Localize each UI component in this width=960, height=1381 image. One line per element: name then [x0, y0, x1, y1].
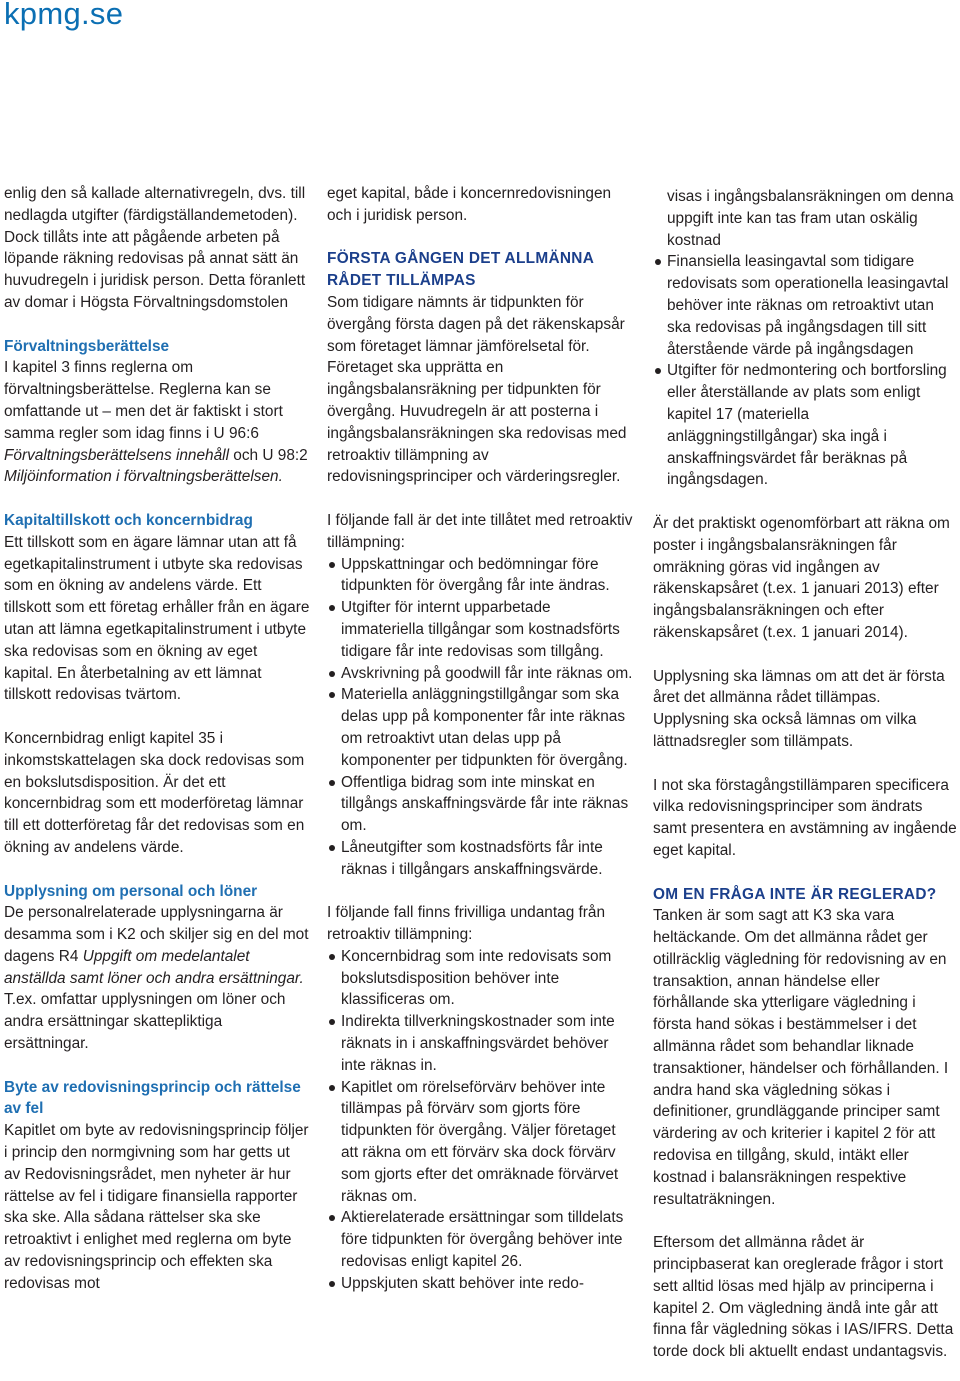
paragraph: I följande fall finns frivilliga undantag från retroaktiv tillämpning:	[327, 904, 606, 944]
section-heading: OM EN FRÅGA INTE ÄR REGLERAD?	[653, 885, 937, 903]
list-item: Låneutgifter som kostnadsförts får inte räknas i tillgångars anskaffningsvärde.	[327, 837, 637, 881]
list-item: Utgifter för nedmontering och bortforsling eller återställande av plats som enligt kapitel 17 (materiella anläggningstillgångar) ska ingå i anskaffningsvärdet får beräknas på ingångsdagen.	[653, 360, 958, 491]
section-heading: Upplysning om personal och löner	[4, 882, 258, 900]
paragraph: Kapitlet om byte av redovisningsprincip följer i princip den normgivning som har getts ut av Redovisningsrådet, men nyheter är hur rättelse av fel i tidigare finansiella rapporter ska ske. Alla sådana rättelser ska ske retroaktivt i enlighet med reglerna om byte av redovisningsprincip och effekten ska redovisas mot	[4, 1122, 309, 1292]
list-item: Uppskjuten skatt behöver inte redo-	[327, 1273, 637, 1295]
paragraph: I följande fall är det inte tillåtet med retroaktiv tillämpning:	[327, 511, 633, 551]
list-item: Materiella anläggningstillgångar som ska delas upp på komponenter får inte räknas om retroaktivt utan delas upp på komponenter per tidpunkten för övergång.	[327, 684, 637, 771]
paragraph: Som tidigare nämnts är tidpunkten för övergång första dagen på det räkenskapsår som företaget lämnar jämförelsetal för. Företaget ska upprätta en ingångsbalansräkning per tidpunkten för övergång. Huvudregeln är att posterna i ingångsbalansräkningen ska redovisas med retroaktiv tillämpning av redovisningsprinciper och värderingsregler.	[327, 293, 627, 486]
paragraph: Tanken är som sagt att K3 ska vara heltäckande. Om det allmänna rådet ger otillräcklig vägledning för redovisning av en transaktion, annan händelse eller förhållande ska ytterligare vägledning i första hand sökas i bestämmelser i det allmänna rådet som behandlar liknade transaktioner, händelser och förhållanden. I andra hand ska vägledning sökas i definitioner, grundläggande principer samt värdering av och kriterier i kapitel 2 för att redovisa en tillgång, skuld, intäkt eller kostnad i balansräkningen respektive resultaträkningen.	[653, 907, 949, 1208]
section-heading: Byte av redovisningsprincip och rättelse av fel	[4, 1078, 301, 1118]
list-item: Uppskattningar och bedömningar före tidpunkten för övergång får inte ändras.	[327, 554, 637, 598]
list-item: Avskrivning på goodwill får inte räknas om.	[327, 663, 637, 685]
section-heading: Kapitaltillskott och koncernbidrag	[4, 511, 253, 529]
column-1	[4, 183, 310, 1295]
bullet-list	[327, 554, 637, 881]
column-3	[653, 186, 958, 1363]
list-item: Offentliga bidrag som inte minskat en tillgångs anskaffningsvärde får inte räknas om.	[327, 772, 637, 837]
list-item: Koncernbidrag som inte redovisats som bokslutsdisposition behöver inte klassificeras om.	[327, 946, 637, 1011]
paragraph: Upplysning ska lämnas om att det är första året det allmänna rådet tillämpas. Upplysning ska också lämnas om vilka lättnadsregler som tillämpats.	[653, 667, 945, 750]
section-heading: Förvaltningsberättelse	[4, 337, 170, 355]
bullet-list	[653, 251, 958, 491]
list-item: Indirekta tillverkningskostnader som inte räknats in i anskaffningsvärdet behöver inte räknas in.	[327, 1011, 637, 1076]
paragraph: eget kapital, både i koncernredovisningen och i juridisk person.	[327, 185, 612, 224]
section-heading: FÖRSTA GÅNGEN DET ALLMÄNNA RÅDET TILLÄMPAS	[327, 250, 594, 290]
list-item: Kapitlet om rörelseförvärv behöver inte tillämpas på förvärv som gjorts före tidpunkten för övergång. Väljer företaget att räkna om ett förvärv ska dock förvärv som gjorts efter det omräknade förvärvet räknas om.	[327, 1077, 637, 1208]
list-item: Finansiella leasingavtal som tidigare redovisats som operationella leasingavtal behöver inte räknas om retroaktivt utan ska redovisas på ingångsdagen till sitt återstående värde på ingångsdagen	[653, 251, 958, 360]
paragraph: I not ska förstagångstillämparen specificera vilka redovisningsprinciper som ändrats samt presentera en avstämning av ingående eget kapital.	[653, 776, 957, 859]
list-item: Utgifter för internt upparbetade immateriella tillgångar som kostnadsförts tidigare får inte redovisas som tillgång.	[327, 597, 637, 662]
paragraph: Eftersom det allmänna rådet är principbaserat kan oreglerade frågor i stort sett alltid lösas med hjälp av principerna i kapitel 2. Om vägledning ändå inte går att finna får vägledning sökas i IAS/IFRS. Detta torde dock bli aktuellt endast undantagsvis.	[653, 1234, 954, 1361]
paragraph: Koncernbidrag enligt kapitel 35 i inkomstskattelagen ska dock redovisas som en bokslutsdisposition. Är det ett koncernbidrag som ett moderföretag lämnar till ett dotterföretag får det redovisas som en ökning av andelens värde.	[4, 729, 305, 856]
paragraph: I kapitel 3 finns reglerna om förvaltningsberättelse. Reglerna kan se omfattande ut – men det är faktiskt i stort samma regler som idag finns i U 96:6 Förvaltningsberättelsens innehåll och U 98:2 Miljöinformation i förvaltningsberättelsen.	[4, 359, 308, 486]
paragraph: enlig den så kallade alternativregeln, dvs. till nedlagda utgifter (färdigställandemetoden). Dock tillåts inte att pågående arbeten på löpande räkning redovisas på annat sätt än huvudregeln i juridisk person. Detta föranlett av domar i Högsta Förvaltningsdomstolen	[4, 185, 306, 311]
paragraph: Är det praktiskt ogenomförbart att räkna om poster i ingångsbalansräkningen får omräkning göras vid ingången av räkenskapsåret (t.ex. 1 januari 2013) efter ingångsbalansräkningen och efter räkenskapsåret (t.ex. 1 januari 2014).	[653, 514, 950, 641]
column-2	[327, 183, 637, 1295]
paragraph: visas i ingångsbalansräkningen om denna uppgift inte kan tas fram utan oskälig kostnad	[667, 188, 954, 249]
paragraph: Ett tillskott som en ägare lämnar utan att få egetkapitalinstrument i utbyte ska redovisas som en ökning av andelens värde. Ett tillskott som ett företag erhåller från en ägare utan att lämna egetkapitalinstrument i utbyte ska redovisas som en ökning av eget kapital. En återbetalning av ett lämnat tillskott redovisas tvärtom.	[4, 533, 310, 704]
list-item: Aktierelaterade ersättningar som tilldelats före tidpunkten för övergång behöver inte redovisas enligt kapitel 26.	[327, 1207, 637, 1272]
paragraph: De personalrelaterade upplysningarna är desamma som i K2 och skiljer sig en del mot dagens R4 Uppgift om medelantalet anställda samt löner och andra ersättningar. T.ex. omfattar upplysningen om löner och andra ersättningar skattepliktiga ersättningar.	[4, 904, 309, 1053]
site-title[interactable]: kpmg.se	[4, 0, 124, 31]
bullet-list	[327, 946, 637, 1295]
